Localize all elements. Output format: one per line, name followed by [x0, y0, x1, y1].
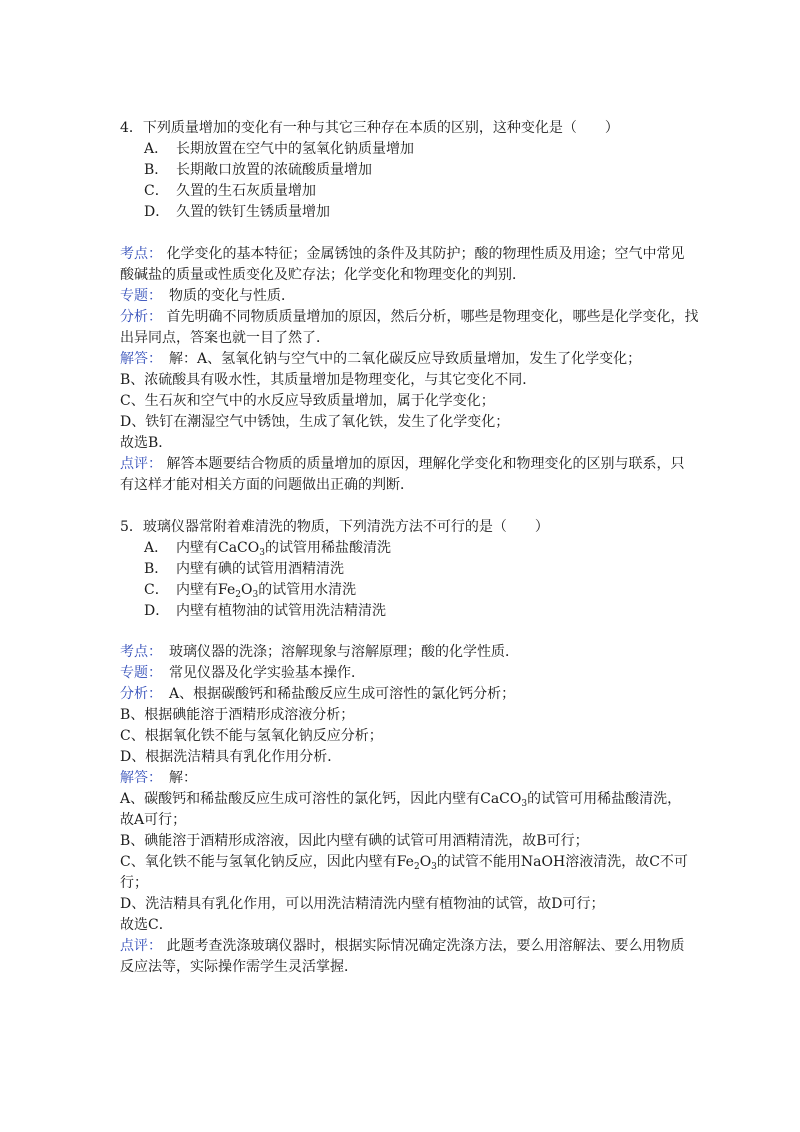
- q5-answer: 故选C．: [120, 917, 173, 933]
- zhuanti-label: 专题：: [120, 665, 155, 681]
- question-4: [120, 118, 690, 223]
- dianping-label: 点评：: [120, 456, 162, 472]
- q5-dianping-cont: 反应法等，实际操作需学生灵活掌握．: [120, 959, 358, 975]
- q5-zhuanti: 专题： 常见仪器及化学实验基本操作．: [120, 665, 365, 681]
- q5-kaodian: 考点： 玻璃仪器的洗涤；溶解现象与溶解原理；酸的化学性质．: [120, 644, 519, 660]
- q5-option-b: B． 内壁有碘的试管用酒精清洗: [144, 561, 344, 577]
- q5-fenxi-c: C、根据氧化铁不能与氢氧化钠反应分析；: [120, 728, 383, 744]
- kaodian-label: 考点：: [120, 246, 162, 262]
- q4-jieda: 解答： 解：A、氢氧化钠与空气中的二氧化碳反应导致质量增加，发生了化学变化；: [120, 351, 642, 367]
- q5-jieda-c: C、氧化铁不能与氢氧化钠反应，因此内壁有$Fe_2O_3$的试管不能用NaOH溶液清洗，故C不可: [120, 854, 688, 872]
- q5-jieda: 解答： 解：: [120, 770, 197, 786]
- zhuanti-label: 专题：: [120, 288, 155, 304]
- jieda-label: 解答：: [120, 351, 155, 367]
- q5-fenxi: 分析： A、根据碳酸钙和稀盐酸反应生成可溶性的氯化钙分析；: [120, 686, 516, 702]
- q5-option-d: D． 内壁有植物油的试管用洗洁精清洗: [144, 603, 386, 619]
- question-5: [120, 517, 690, 622]
- q4-jieda-b: B、浓硫酸具有吸水性，其质量增加是物理变化，与其它变化不同．: [120, 372, 537, 388]
- fenxi-label: 分析：: [120, 686, 155, 702]
- q5-jieda-a2: 故A可行；: [120, 812, 187, 828]
- q4-dianping-cont: 有这样才能对相关方面的问题做出正确的判断．: [120, 477, 414, 493]
- q4-solution: [120, 244, 699, 496]
- q4-jieda-c: C、生石灰和空气中的水反应导致质量增加，属于化学变化；: [120, 393, 495, 409]
- q4-zhuanti: 专题： 物质的变化与性质．: [120, 288, 295, 304]
- q4-dianping: 点评： 解答本题要结合物质的质量增加的原因，理解化学变化和物理变化的区别与联系，只: [120, 456, 685, 472]
- q5-fenxi-b: B、根据碘能溶于酒精形成溶液分析；: [120, 707, 355, 723]
- q4-jieda-d: D、铁钉在潮湿空气中锈蚀，生成了氧化铁，发生了化学变化；: [120, 414, 510, 430]
- kaodian-label: 考点：: [120, 644, 155, 660]
- q4-kaodian: 考点： 化学变化的基本特征；金属锈蚀的条件及其防护；酸的物理性质及用途；空气中常见: [120, 246, 685, 262]
- q5-dianping: 点评： 此题考查洗涤玻璃仪器时，根据实际情况确定洗涤方法，要么用溶解法、要么用物质: [120, 938, 685, 954]
- q5-jieda-a: A、碳酸钙和稀盐酸反应生成可溶性的氯化钙，因此内壁有CaCO$_3$的试管可用稀盐酸清洗，: [120, 791, 682, 809]
- q5-jieda-d: D、洗洁精具有乳化作用，可以用洗洁精清洗内壁有植物油的试管，故D可行；: [120, 896, 605, 912]
- dianping-label: 点评：: [120, 938, 162, 954]
- q4-stem: 4．下列质量增加的变化有一种与其它三种存在本质的区别，这种变化是（ ）: [120, 120, 619, 136]
- q4-fenxi: 分析： 首先明确不同物质质量增加的原因，然后分析，哪些是物理变化，哪些是化学变化，找: [120, 309, 699, 325]
- q4-option-b: B． 长期敞口放置的浓硫酸质量增加: [144, 162, 372, 178]
- q5-stem: 5．玻璃仪器常附着难清洗的物质，下列清洗方法不可行的是（ ）: [120, 519, 549, 535]
- q4-option-d: D． 久置的铁钉生锈质量增加: [144, 204, 330, 220]
- q4-fenxi-cont: 出异同点，答案也就一目了然了．: [120, 330, 330, 346]
- q5-jieda-b: B、碘能溶于酒精形成溶液，因此内壁有碘的试管可用酒精清洗，故B可行；: [120, 833, 589, 849]
- q4-option-a: A． 长期放置在空气中的氢氧化钠质量增加: [144, 141, 414, 157]
- q5-jieda-c2: 行；: [120, 875, 148, 891]
- q5-solution: [120, 642, 690, 978]
- q4-answer: 故选B．: [120, 435, 173, 451]
- q5-option-c: C． 内壁有$Fe_2O_3$的试管用水清洗: [144, 582, 357, 600]
- q5-option-a: A． 内壁有CaCO$_3$的试管用稀盐酸清洗: [144, 540, 391, 558]
- q4-kaodian-cont: 酸碱盐的质量或性质变化及贮存法；化学变化和物理变化的判别．: [120, 267, 526, 283]
- jieda-label: 解答：: [120, 770, 155, 786]
- fenxi-label: 分析：: [120, 309, 162, 325]
- q4-option-c: C． 久置的生石灰质量增加: [144, 183, 316, 199]
- q5-fenxi-d: D、根据洗洁精具有乳化作用分析．: [120, 749, 342, 765]
